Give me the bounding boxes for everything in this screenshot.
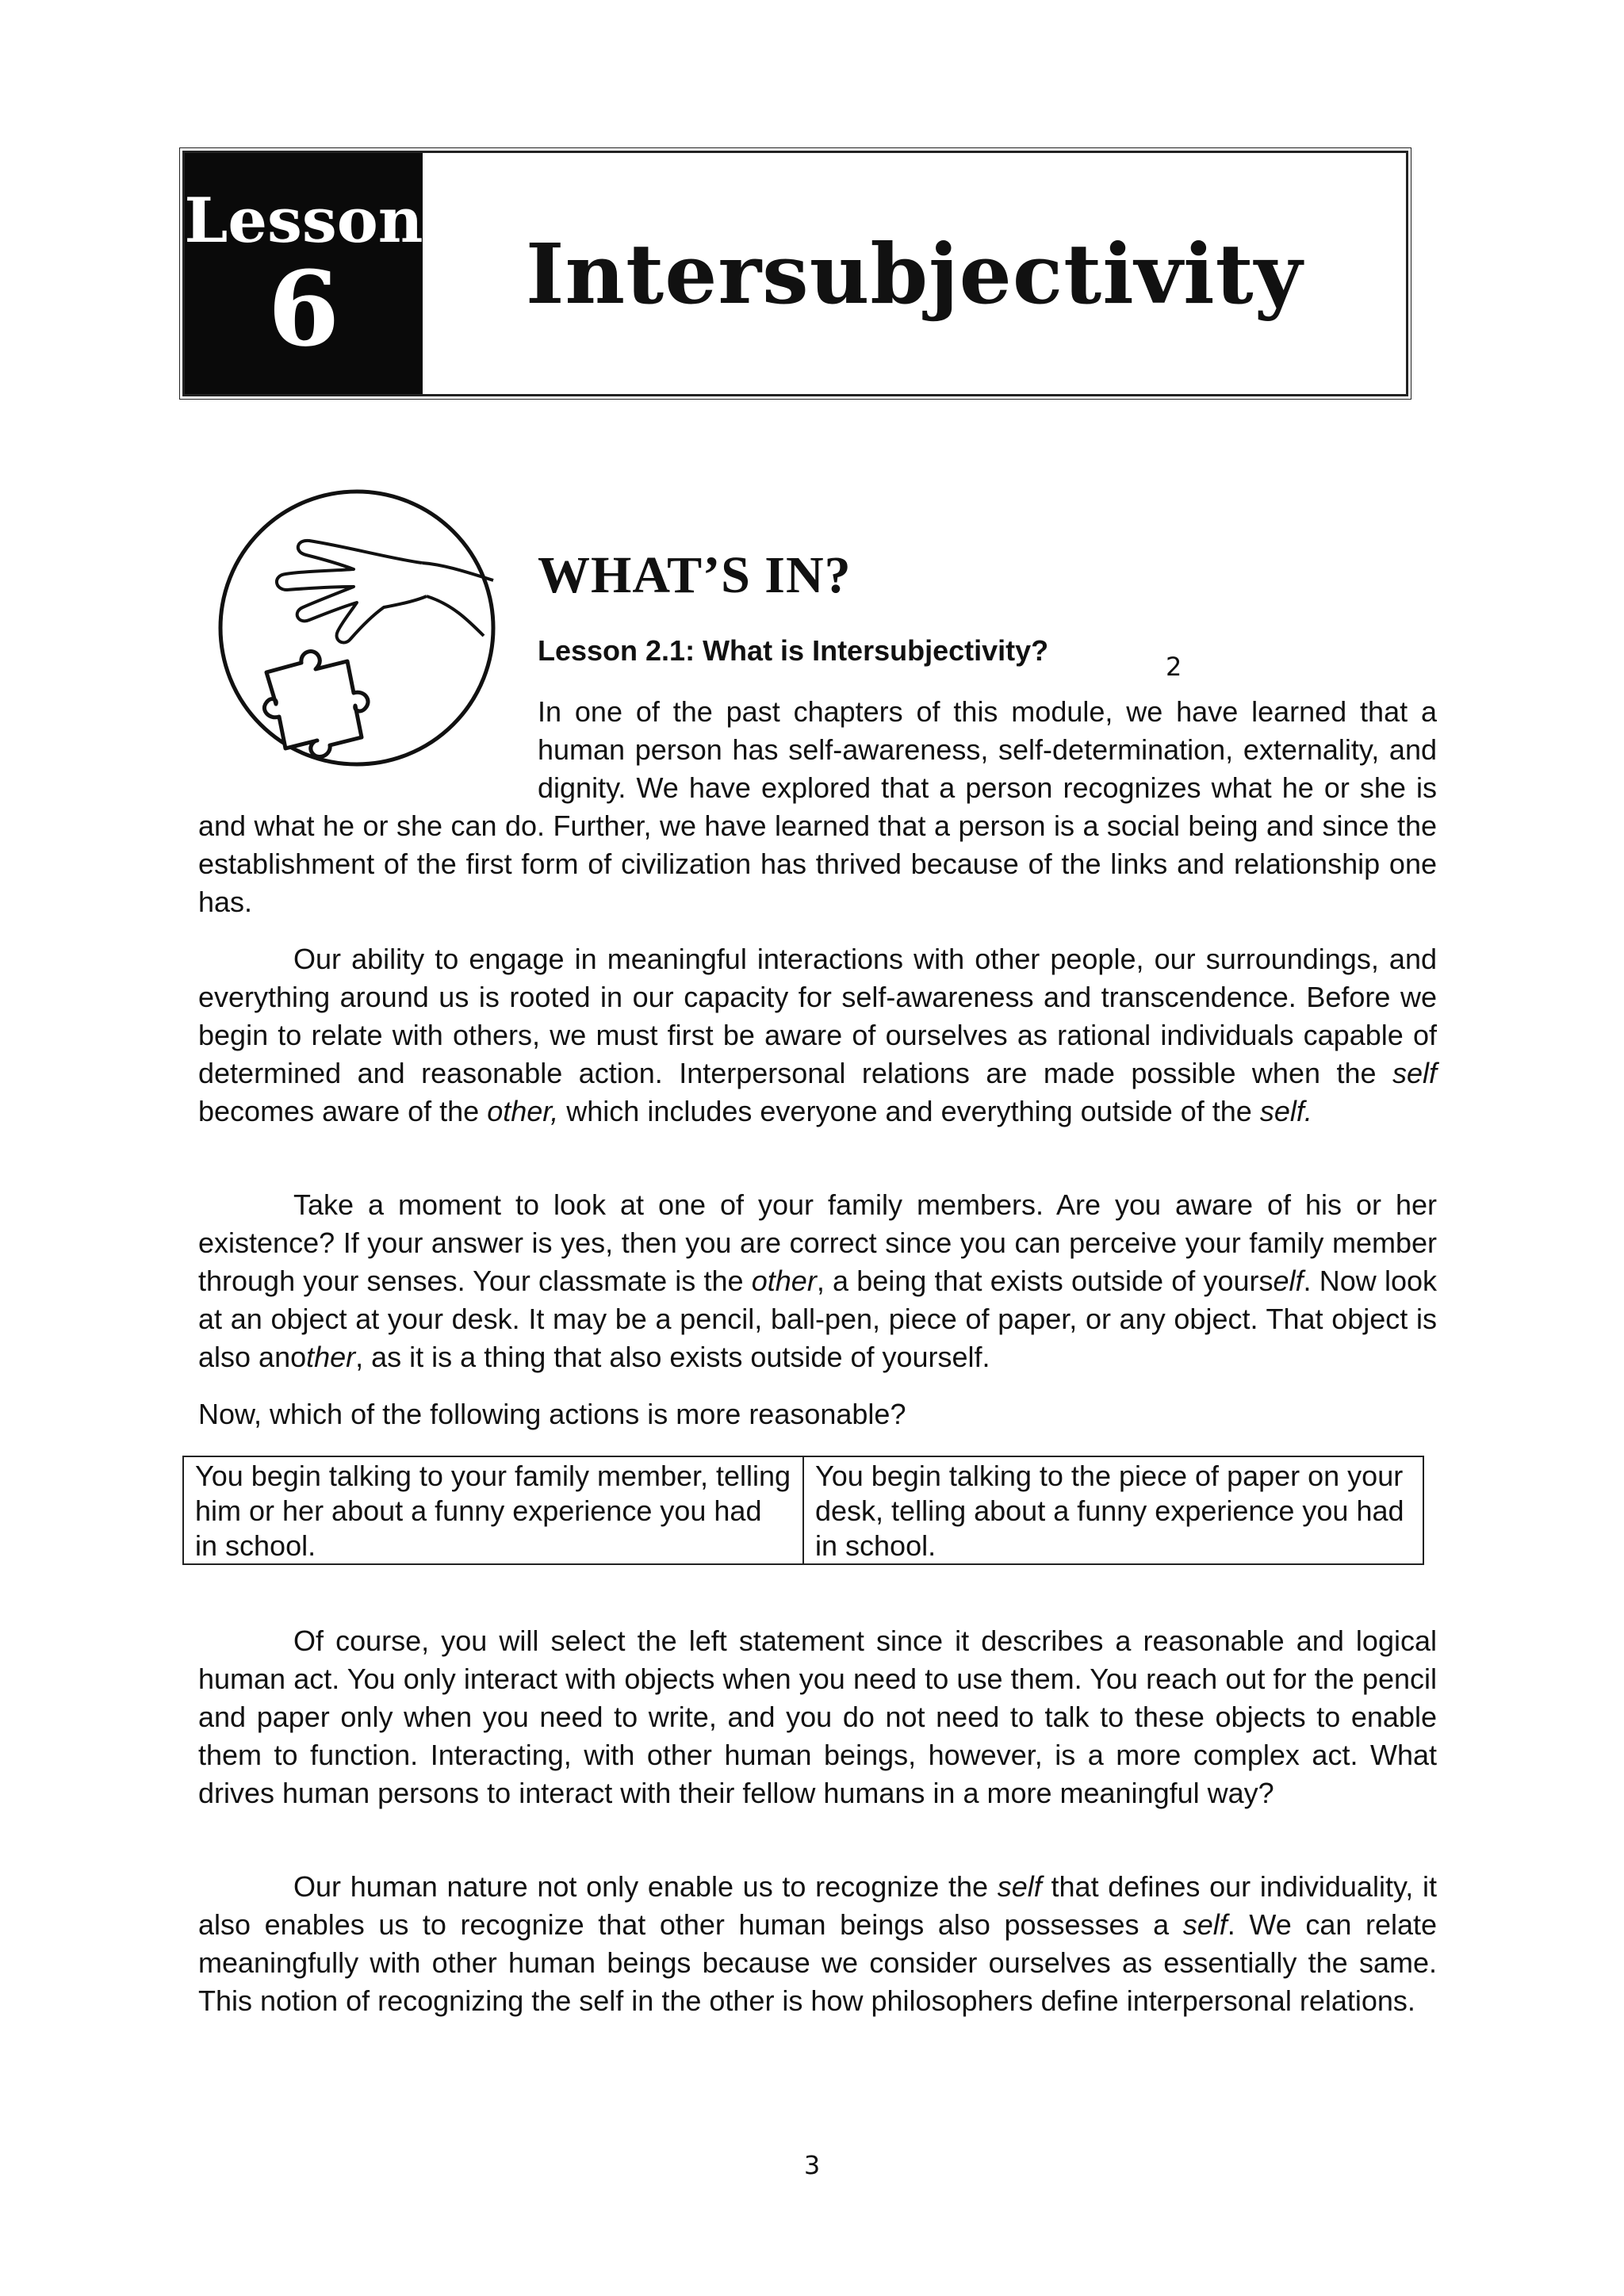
stray-number: 2: [1166, 652, 1182, 682]
question-line: Now, which of the following actions is more reasonable?: [198, 1398, 906, 1430]
paragraph-3: Take a moment to look at one of your family members. Are you aware of his or her existence? If your answer is yes, then you are correct since you can perceive your family member through your senses. Your classmate is the other, a being that exists outside of yourself. Now look at an object at your desk. It may be a pencil, ball-pen, piece of paper, or any object. That object is also another, as it is a thing that also exists outside of yourself.: [198, 1188, 1437, 1373]
paragraph-1: In one of the past chapters of this module, we have learned that a human person has self-awareness, self-determination, externality, and dignity. We have explored that a person recognizes what he or she is and what he or she can do. Further, we have learned that a person is a social being and since the establishment of the first form of civilization has thrived because of the links and relationship one has.: [198, 695, 1437, 918]
lesson-number: 6: [267, 247, 340, 369]
choice-left: You begin talking to your family member, telling him or her about a funny experience you had in school.: [183, 1456, 803, 1564]
section-title: WHAT’S IN?: [538, 546, 852, 604]
lesson-subtitle: Lesson 2.1: What is Intersubjectivity?: [538, 634, 1049, 667]
lesson-title: Intersubjectivity: [525, 224, 1304, 323]
paragraph-2: Our ability to engage in meaningful interactions with other people, our surroundings, and everything around us is rooted in our capacity for self-awareness and transcendence. Before we begin to relate with others, we must first be aware of ourselves as rational individuals capable of determined and reasonable action. Interpersonal relations are made possible when the self becomes aware of the other, which includes everyone and everything outside of the self.: [198, 943, 1437, 1127]
lesson-number-box: [185, 153, 423, 394]
choices-table: [182, 1456, 1424, 1565]
table-row: [183, 1456, 1423, 1564]
choice-right: You begin talking to the piece of paper on your desk, telling about a funny experience you had in school.: [803, 1456, 1423, 1564]
paragraph-6: Our human nature not only enable us to recognize the self that defines our individuality, it also enables us to recognize that other human beings also possesses a self. We can relate meaningfully with other human beings because we consider ourselves as essentially the same. This notion of recognizing the self in the other is how philosophers define interpersonal relations.: [198, 1870, 1438, 2017]
page-number: 3: [803, 2150, 821, 2180]
lesson-label: Lesson: [184, 184, 423, 257]
lesson-banner: [182, 151, 1408, 396]
paragraph-5: Of course, you will select the left statement since it describes a reasonable and logical human act. You only interact with objects when you need to use them. You reach out for the pencil and paper only when you need to write, and you do not need to talk to these objects to enable them to function. Interacting, with other human beings, however, is a more complex act. What drives human persons to interact with their fellow humans in a more meaningful way?: [198, 1624, 1437, 1809]
